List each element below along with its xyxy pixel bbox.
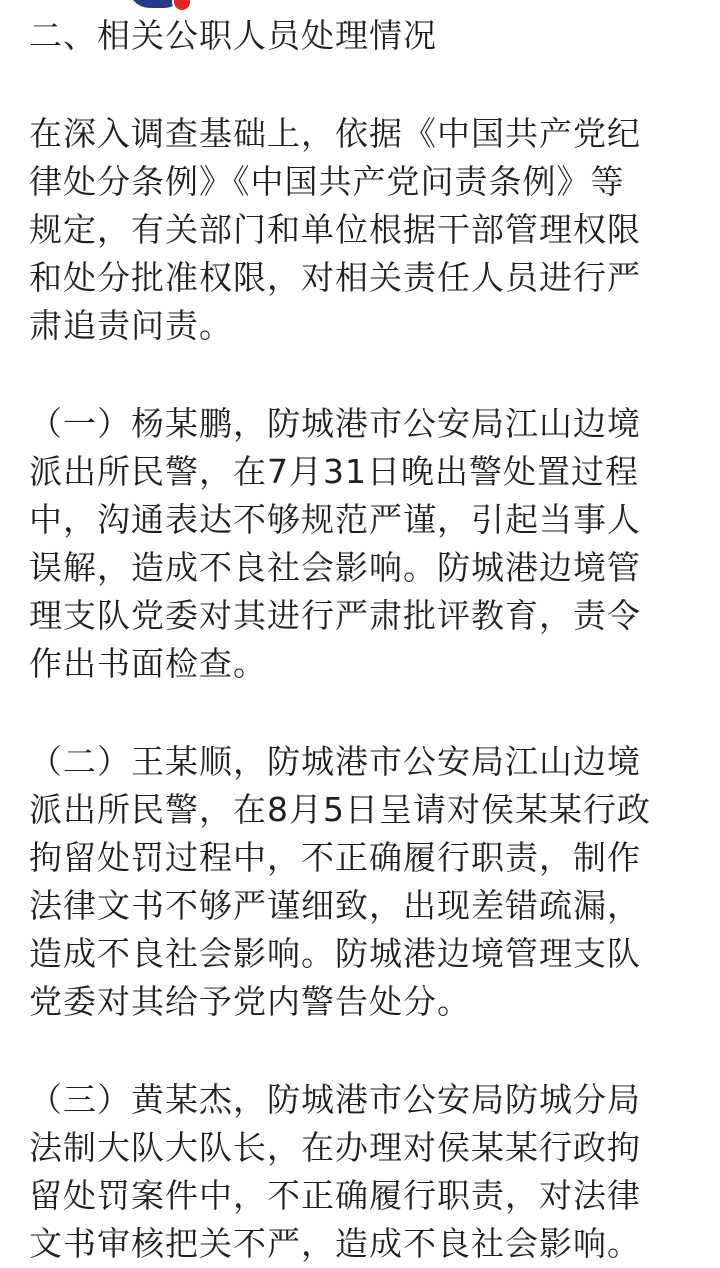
paragraph-line: 法制大队大队长，在办理对侯某某行政拘 [29, 1128, 641, 1167]
paragraph-item-1 [29, 400, 693, 688]
paragraph-line: 文书审核把关不严，造成不良社会影响。 [29, 1224, 641, 1263]
paragraph-line: 理支队党委对其进行严肃批评教育，责令 [29, 596, 641, 635]
notification-dot-icon [172, 0, 192, 12]
section-heading: 二、相关公职人员处理情况 [29, 16, 437, 55]
paragraph-line: 误解，造成不良社会影响。防城港边境管 [29, 548, 641, 587]
paragraph-line: 中，沟通表达不够规范严谨，引起当事人 [29, 500, 641, 539]
paragraph-line: 和处分批准权限，对相关责任人员进行严 [29, 258, 641, 297]
paragraph-line: 法律文书不够严谨细致，出现差错疏漏， [29, 886, 641, 925]
paragraph-line: 在深入调查基础上，依据《中国共产党纪 [29, 114, 641, 153]
paragraph-line: （二）王某顺，防城港市公安局江山边境 [29, 742, 641, 781]
paragraph-line: 留处罚案件中，不正确履行职责，对法律 [29, 1176, 641, 1215]
paragraph-line: 律处分条例》《中国共产党问责条例》等 [29, 162, 625, 201]
paragraph-line: 造成不良社会影响。防城港边境管理支队 [29, 934, 641, 973]
paragraph-line: 肃追责问责。 [29, 306, 233, 345]
paragraph-intro [29, 110, 693, 350]
paragraph-line: 派出所民警，在8月5日呈请对侯某某行政 [29, 790, 651, 829]
paragraph-line: 党委对其给予党内警告处分。 [29, 982, 471, 1021]
paragraph-line: 派出所民警，在7月31日晚出警处置过程 [29, 452, 639, 491]
paragraph-line: 规定，有关部门和单位根据干部管理权限 [29, 210, 641, 249]
paragraph-item-2 [29, 738, 693, 1026]
paragraph-line: （一）杨某鹏，防城港市公安局江山边境 [29, 404, 641, 443]
article-body [29, 12, 693, 1268]
paragraph-line: 作出书面检查。 [29, 644, 267, 683]
paragraph-line: 拘留处罚过程中，不正确履行职责，制作 [29, 838, 641, 877]
paragraph-line: （三）黄某杰，防城港市公安局防城分局 [29, 1080, 641, 1119]
paragraph-item-3 [29, 1076, 693, 1268]
